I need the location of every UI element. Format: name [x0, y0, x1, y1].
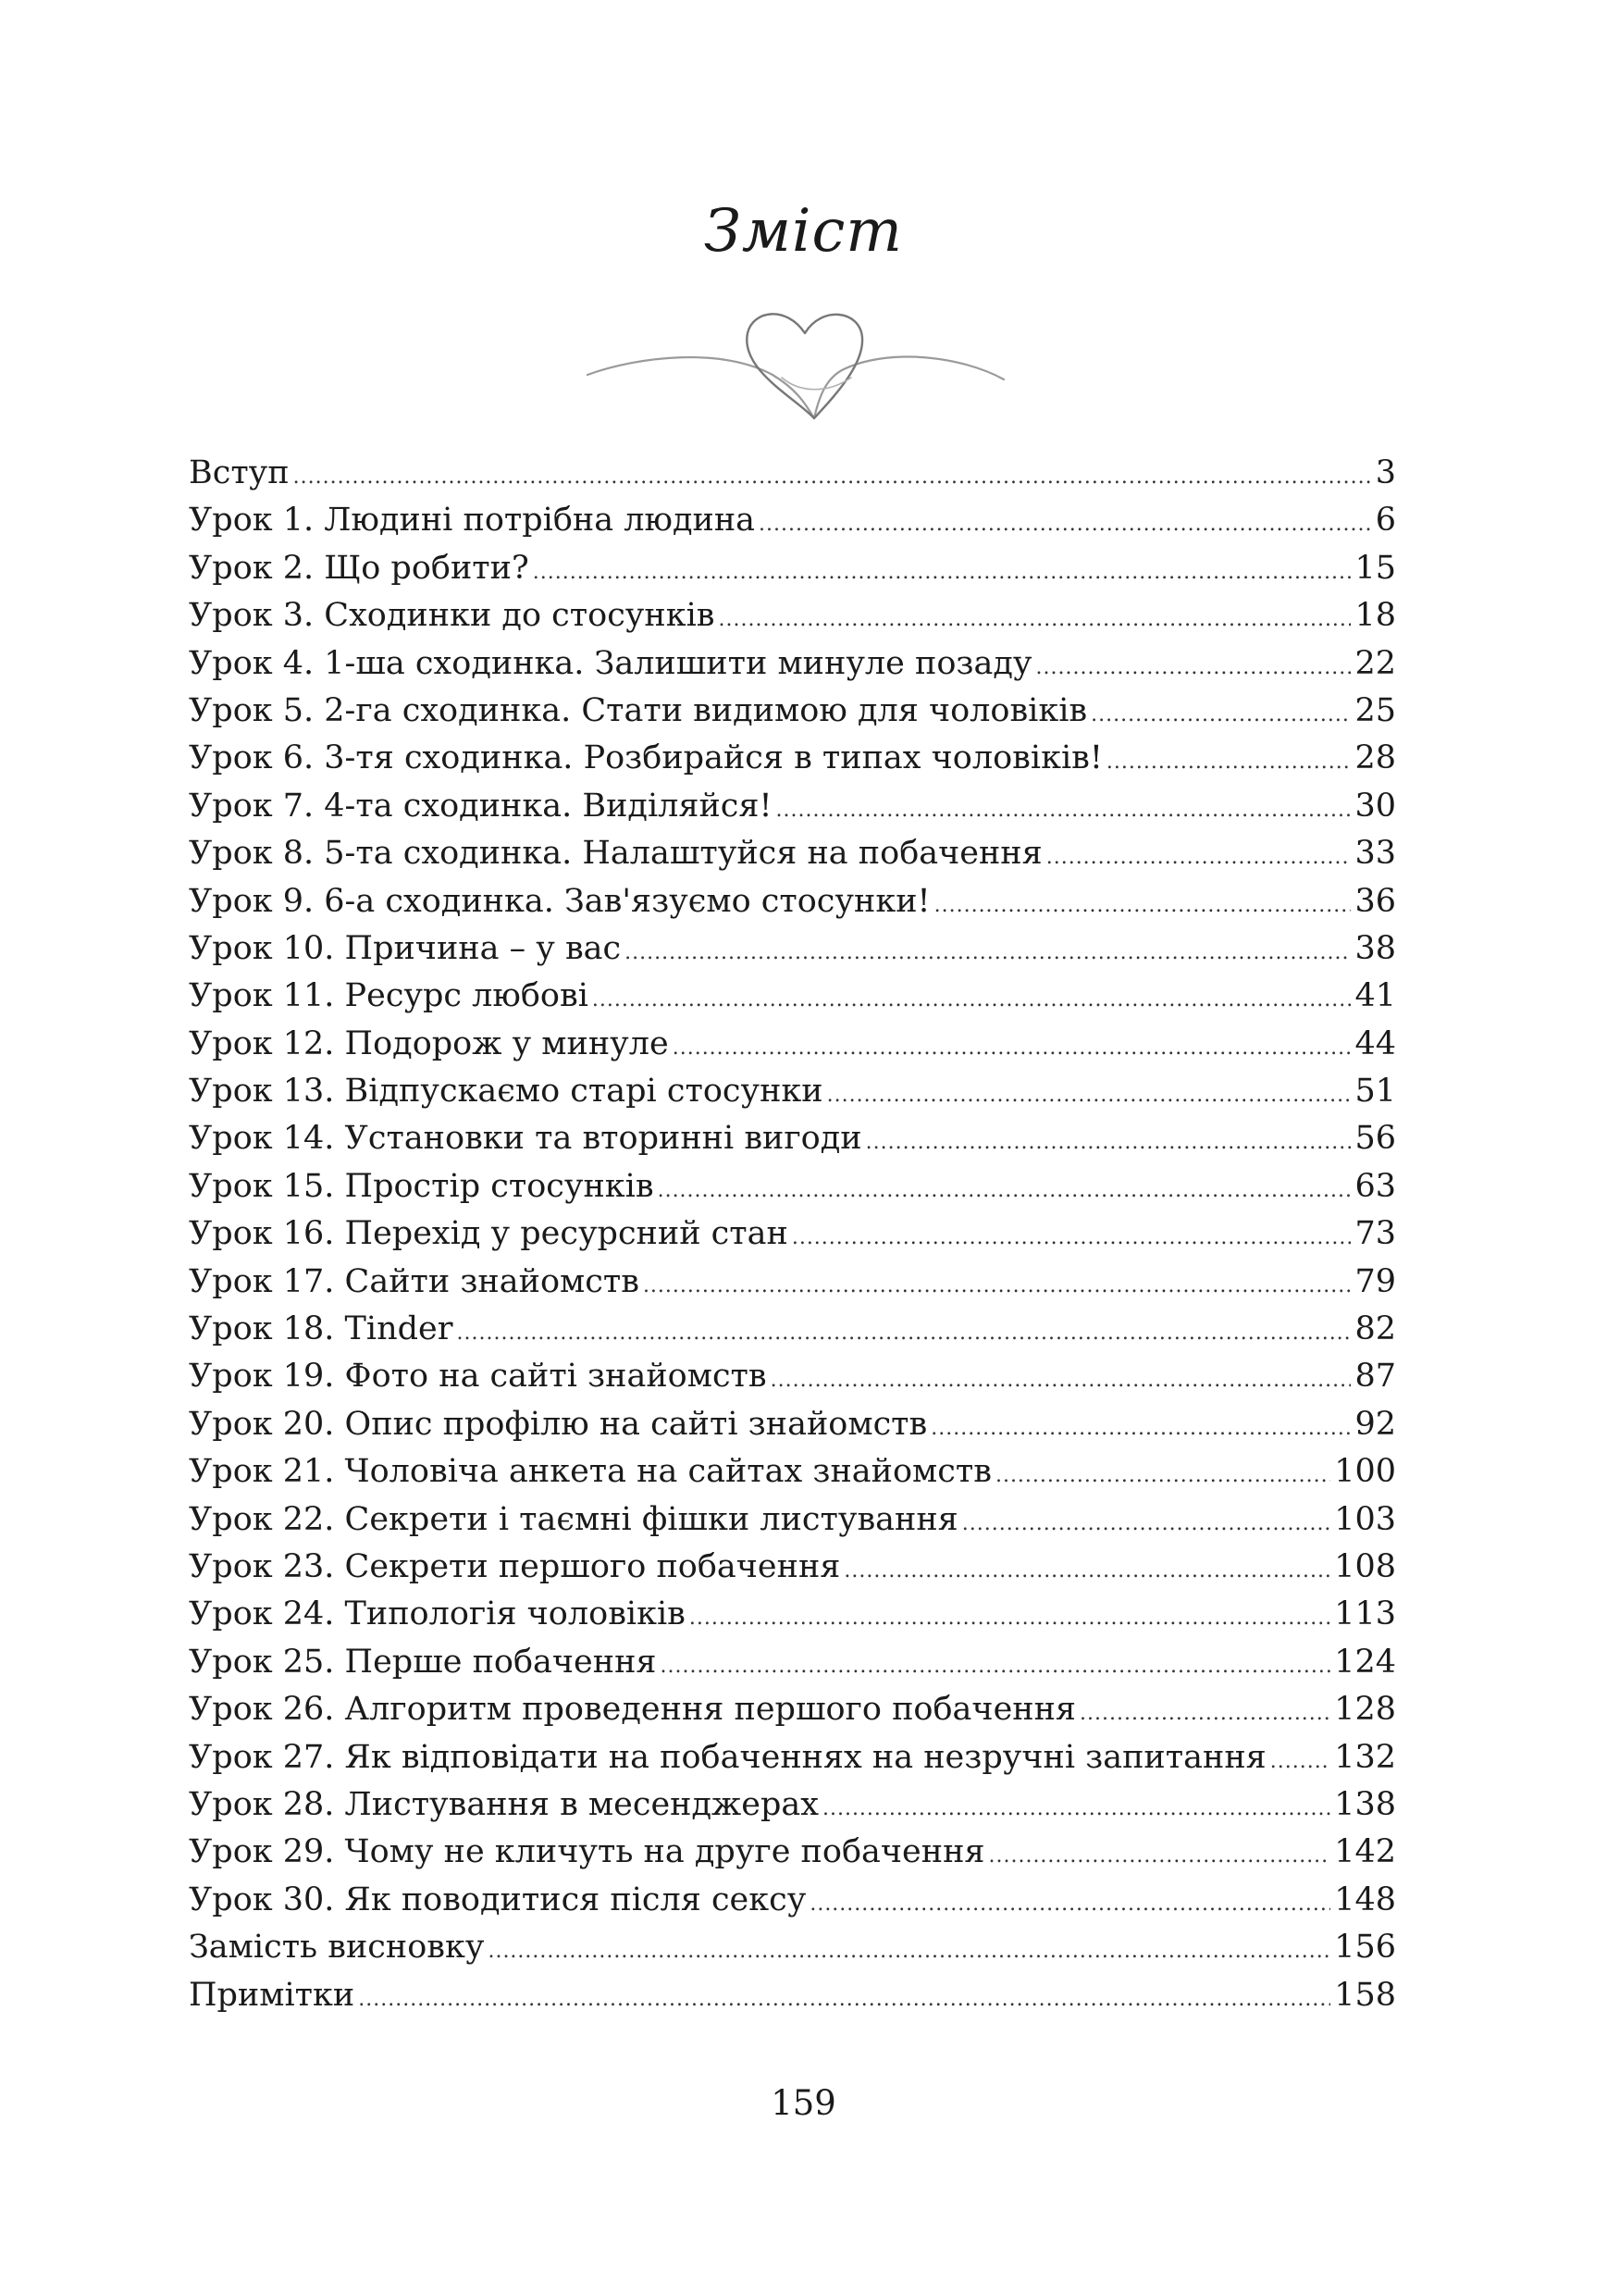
toc-entry-title: Урок 1. Людині потрібна людина: [189, 502, 756, 540]
toc-entry[interactable]: [189, 450, 1396, 497]
toc-dot-leader: [643, 1262, 1352, 1306]
toc-entry-page: 142: [1334, 1833, 1396, 1871]
toc-entry[interactable]: [189, 688, 1396, 735]
toc-entry-page: 15: [1354, 549, 1396, 587]
toc-dot-leader: [776, 787, 1352, 830]
page-number: 159: [771, 2083, 836, 2123]
toc-entry[interactable]: [189, 878, 1396, 925]
toc-entry-title: Урок 30. Як поводитися після сексу: [189, 1880, 807, 1918]
toc-entry[interactable]: [189, 1259, 1396, 1306]
toc-dot-leader: [995, 1452, 1330, 1496]
toc-entry-page: 113: [1334, 1595, 1396, 1633]
toc-entry-page: 92: [1354, 1405, 1396, 1443]
toc-entry[interactable]: [189, 1115, 1396, 1162]
toc-entry[interactable]: [189, 1306, 1396, 1353]
toc-entry-page: 63: [1354, 1167, 1396, 1205]
toc-entry-page: 33: [1354, 835, 1396, 873]
toc-entry[interactable]: [189, 1163, 1396, 1210]
toc-entry-page: 87: [1354, 1358, 1396, 1396]
toc-entry-title: Урок 11. Ресурс любові: [189, 977, 588, 1015]
toc-entry-title: Урок 6. 3-тя сходинка. Розбирайся в типах чоловіків!: [189, 739, 1103, 777]
toc-entry-page: 103: [1334, 1500, 1396, 1538]
toc-entry-page: 82: [1354, 1310, 1396, 1348]
toc-entry-page: 100: [1334, 1453, 1396, 1491]
toc-entry-title: Урок 24. Типологія чоловіків: [189, 1595, 686, 1633]
toc-entry-title: Вступ: [189, 454, 290, 491]
toc-entry-page: 148: [1334, 1880, 1396, 1918]
table-of-contents: [189, 450, 1396, 2019]
toc-entry[interactable]: [189, 973, 1396, 1020]
toc-dot-leader: [488, 1928, 1330, 1971]
toc-entry-title: Примітки: [189, 1976, 355, 2014]
toc-entry[interactable]: [189, 1591, 1396, 1638]
toc-entry[interactable]: [189, 1068, 1396, 1115]
toc-dot-leader: [827, 1072, 1352, 1115]
toc-dot-leader: [293, 453, 1372, 497]
toc-dot-leader: [810, 1880, 1330, 1924]
toc-dot-leader: [624, 929, 1351, 973]
toc-dot-leader: [457, 1309, 1352, 1353]
toc-dot-leader: [988, 1832, 1330, 1876]
toc-dot-leader: [661, 1643, 1331, 1686]
toc-entry[interactable]: [189, 1639, 1396, 1686]
toc-entry-title: Урок 3. Сходинки до стосунків: [189, 597, 715, 635]
toc-entry-title: Урок 12. Подорож у минуле: [189, 1024, 669, 1062]
toc-entry[interactable]: [189, 1924, 1396, 1971]
toc-entry-title: Урок 2. Що робити?: [189, 549, 529, 587]
toc-entry-title: Урок 23. Секрети першого побачення: [189, 1547, 841, 1585]
toc-dot-leader: [658, 1167, 1352, 1210]
toc-entry[interactable]: [189, 1544, 1396, 1591]
toc-entry-page: 41: [1354, 977, 1396, 1015]
toc-entry[interactable]: [189, 497, 1396, 544]
toc-entry-title: Замість висновку: [189, 1929, 485, 1967]
toc-entry-title: Урок 28. Листування в месенджерах: [189, 1785, 819, 1823]
toc-entry-page: 56: [1354, 1120, 1396, 1158]
toc-entry-title: Урок 10. Причина – у вас: [189, 929, 622, 967]
toc-dot-leader: [689, 1595, 1330, 1638]
toc-entry[interactable]: [189, 640, 1396, 688]
toc-entry[interactable]: [189, 1972, 1396, 2019]
toc-entry[interactable]: [189, 735, 1396, 782]
toc-entry-title: Урок 16. Перехід у ресурсний стан: [189, 1215, 788, 1253]
toc-entry[interactable]: [189, 1496, 1396, 1544]
toc-entry-title: Урок 4. 1-ша сходинка. Залишити минуле позаду: [189, 644, 1032, 682]
toc-entry[interactable]: [189, 592, 1396, 639]
toc-entry[interactable]: [189, 1877, 1396, 1924]
page-title: Зміст: [704, 197, 903, 266]
toc-dot-leader: [822, 1785, 1330, 1829]
toc-dot-leader: [1270, 1738, 1330, 1781]
toc-dot-leader: [759, 501, 1372, 544]
toc-dot-leader: [792, 1214, 1352, 1258]
toc-entry-page: 132: [1334, 1738, 1396, 1776]
toc-entry-title: Урок 27. Як відповідати на побаченнях на незручні запитання: [189, 1738, 1267, 1776]
toc-entry[interactable]: [189, 545, 1396, 592]
toc-entry-page: 79: [1354, 1262, 1396, 1300]
toc-entry[interactable]: [189, 783, 1396, 830]
toc-entry[interactable]: [189, 1829, 1396, 1876]
toc-dot-leader: [1091, 691, 1351, 735]
toc-entry-page: 18: [1354, 597, 1396, 635]
toc-entry-title: Урок 13. Відпускаємо старі стосунки: [189, 1073, 823, 1111]
toc-dot-leader: [934, 882, 1352, 925]
toc-entry-page: 28: [1354, 739, 1396, 777]
toc-entry-page: 30: [1354, 787, 1396, 825]
toc-entry-page: 22: [1354, 644, 1396, 682]
toc-entry-page: 158: [1334, 1976, 1396, 2014]
toc-entry[interactable]: [189, 1448, 1396, 1496]
toc-entry-page: 73: [1354, 1215, 1396, 1253]
toc-entry-page: 6: [1375, 502, 1396, 540]
toc-entry-page: 38: [1354, 929, 1396, 967]
heart-flourish-icon: [583, 305, 1008, 426]
toc-entry-page: 124: [1334, 1643, 1396, 1681]
toc-entry-page: 44: [1354, 1024, 1396, 1062]
toc-dot-leader: [931, 1405, 1351, 1448]
toc-entry-page: 3: [1375, 454, 1396, 491]
toc-entry-title: Урок 8. 5-та сходинка. Налаштуйся на побачення: [189, 835, 1043, 873]
toc-entry-page: 156: [1334, 1929, 1396, 1967]
toc-entry-page: 108: [1334, 1547, 1396, 1585]
toc-entry-title: Урок 17. Сайти знайомств: [189, 1262, 639, 1300]
toc-entry[interactable]: [189, 1353, 1396, 1400]
toc-entry-title: Урок 7. 4-та сходинка. Виділяйся!: [189, 787, 773, 825]
toc-dot-leader: [844, 1547, 1330, 1591]
toc-dot-leader: [1080, 1690, 1330, 1733]
toc-entry-title: Урок 20. Опис профілю на сайті знайомств: [189, 1405, 928, 1443]
toc-dot-leader: [962, 1500, 1330, 1544]
toc-dot-leader: [719, 596, 1352, 639]
toc-dot-leader: [358, 1976, 1330, 2019]
toc-entry-title: Урок 29. Чому не кличуть на друге побачення: [189, 1833, 985, 1871]
toc-dot-leader: [592, 976, 1352, 1020]
toc-dot-leader: [1036, 644, 1352, 688]
toc-entry[interactable]: [189, 1021, 1396, 1068]
toc-entry-page: 51: [1354, 1073, 1396, 1111]
toc-entry-title: Урок 14. Установки та вторинні вигоди: [189, 1120, 862, 1158]
toc-entry-title: Урок 25. Перше побачення: [189, 1643, 657, 1681]
toc-entry[interactable]: [189, 1686, 1396, 1733]
toc-entry[interactable]: [189, 1210, 1396, 1258]
toc-dot-leader: [1046, 834, 1352, 877]
toc-entry-title: Урок 19. Фото на сайті знайомств: [189, 1358, 767, 1396]
toc-dot-leader: [866, 1119, 1352, 1162]
toc-entry-title: Урок 21. Чоловіча анкета на сайтах знайомств: [189, 1453, 992, 1491]
toc-entry-title: Урок 5. 2-га сходинка. Стати видимою для чоловіків: [189, 691, 1088, 729]
toc-entry-page: 36: [1354, 882, 1396, 920]
toc-dot-leader: [533, 549, 1352, 592]
toc-entry-title: Урок 26. Алгоритм проведення першого побачення: [189, 1691, 1077, 1729]
toc-entry[interactable]: [189, 925, 1396, 973]
toc-dot-leader: [1106, 738, 1352, 782]
toc-entry-title: Урок 9. 6-а сходинка. Зав'язуємо стосунки!: [189, 882, 931, 920]
toc-dot-leader: [673, 1024, 1352, 1068]
toc-entry[interactable]: [189, 1734, 1396, 1781]
toc-entry-page: 128: [1334, 1691, 1396, 1729]
toc-entry-title: Урок 18. Tinder: [189, 1310, 453, 1348]
toc-entry-page: 138: [1334, 1785, 1396, 1823]
toc-dot-leader: [771, 1357, 1352, 1400]
toc-entry-page: 25: [1354, 691, 1396, 729]
toc-entry[interactable]: [189, 830, 1396, 877]
toc-entry[interactable]: [189, 1401, 1396, 1448]
toc-entry[interactable]: [189, 1781, 1396, 1829]
toc-entry-title: Урок 15. Простір стосунків: [189, 1167, 654, 1205]
toc-entry-title: Урок 22. Секрети і таємні фішки листування: [189, 1500, 958, 1538]
